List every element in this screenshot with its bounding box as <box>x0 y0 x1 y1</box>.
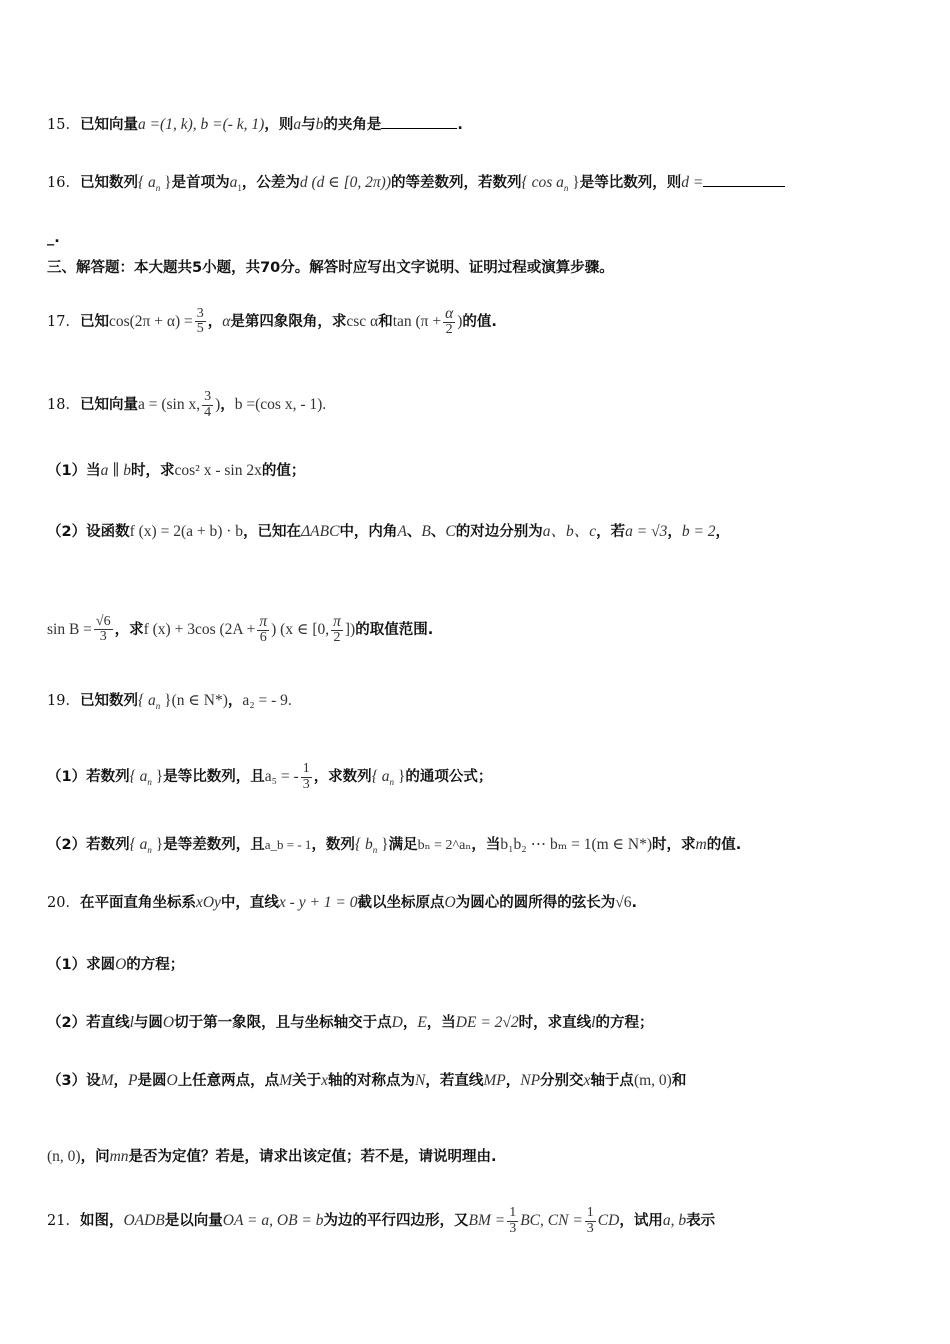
q18-sin-num: √6 <box>95 613 111 629</box>
q16-text: 的等差数列，若数列 <box>391 175 522 191</box>
q20-number: 20． <box>47 895 80 911</box>
q18-p1-expr2: cos² x - sin 2x <box>174 462 262 479</box>
q17-alpha: α <box>222 312 231 330</box>
question-19-part-1: （1）若数列{ $a_n$ }是等比数列，且a₅ = - $\frac{1}{3}$ ，求数列{ $a_n$ }的通项公式； <box>47 761 493 792</box>
q20-text: 与圆 <box>133 1015 163 1031</box>
q16-text: 是等比数列，则 <box>579 175 682 191</box>
q20-line-l: l <box>129 1014 134 1031</box>
q19-text: 已知数列 <box>79 693 138 709</box>
q21-cn-fraction <box>585 1206 596 1236</box>
q18-a-value: a = √3 <box>625 523 668 540</box>
q20-text: 分别交 <box>540 1073 584 1089</box>
q19-text: 满足 <box>388 837 418 853</box>
q20-line: x - y + 1 = 0 <box>278 894 358 911</box>
q19-text: 是等差数列，且 <box>163 837 265 853</box>
q21-text: 如图， <box>79 1213 124 1230</box>
q19-cond: (n ∈ N*) <box>171 692 228 709</box>
q20-text: ， <box>505 1073 521 1089</box>
q21-text: 为边的平行四边形，又 <box>323 1213 469 1230</box>
question-16: 16．已知数列{ $a_n$ }是首项为$a_1$，公差为d (d ∈ [0, 2π))的等差数列，若数列{ $\cos a_n$ }是等比数列，则d = <box>47 172 785 199</box>
q16-number: 16． <box>47 175 80 191</box>
q18-frac-den: 4 <box>204 404 212 420</box>
q20-text: 切于第一象限，且与坐标轴交于点 <box>174 1015 392 1031</box>
q18-text: 的取值范围. <box>355 621 434 638</box>
q17-number: 17． <box>47 313 80 330</box>
q18-angle-B: B <box>421 523 431 540</box>
q17-tan-den: 2 <box>445 322 453 338</box>
q18-p2-triangle: ΔABC <box>301 523 340 540</box>
q18-pi-den: 6 <box>259 630 267 646</box>
q18-sides: a、b、c <box>542 523 597 540</box>
q19-text: 的通项公式； <box>405 769 493 786</box>
question-18-part-2-cont <box>47 614 433 646</box>
q18-pi-num: π <box>259 613 268 630</box>
q16-answer-blank[interactable] <box>703 172 785 187</box>
q20-point-D: D <box>391 1014 403 1031</box>
q19-text: ，求数列 <box>313 769 372 786</box>
q20-text: 和 <box>671 1073 687 1089</box>
q19-number: 19． <box>47 693 80 709</box>
q19-text: 时，求 <box>652 837 696 853</box>
q16-sub: n <box>563 182 569 193</box>
q18-text: 的值； <box>261 463 306 479</box>
q17-csc: csc α <box>346 312 379 330</box>
q18-sinB: sin B = <box>47 620 92 638</box>
q18-p2-expr-end: ]) <box>344 620 356 638</box>
q20-text: 的方程； <box>595 1015 654 1031</box>
q17-text: ， <box>207 313 223 330</box>
q18-text: 中，内角 <box>339 524 398 540</box>
q20-x: x <box>583 1072 591 1089</box>
q19-text: ，当 <box>471 837 501 853</box>
q20-text: 上任意两点，点 <box>177 1073 280 1089</box>
q20-DE: DE = 2√2 <box>455 1014 519 1031</box>
q19-sub: n <box>147 777 152 788</box>
q21-text: 是以向量 <box>164 1213 223 1230</box>
q19-frac-den: 3 <box>302 776 310 792</box>
q19-sequence: { a <box>371 768 390 786</box>
q20-point-M: M <box>100 1072 114 1089</box>
q18-text: ，已知在 <box>243 524 302 540</box>
q18-sin-den: 3 <box>99 629 107 645</box>
q16-text: 已知数列 <box>79 175 138 191</box>
question-18-part-1 <box>47 460 305 482</box>
q15-var-b: b <box>315 116 324 133</box>
question-20 <box>47 892 637 914</box>
q16-cont: _. <box>47 230 60 246</box>
q18-b-value: b = 2 <box>681 523 716 540</box>
question-17 <box>47 306 497 338</box>
q20-text: 是圆 <box>137 1073 167 1089</box>
q21-oadb: OADB <box>123 1212 165 1230</box>
q16-cos-sequence: { cos a <box>521 174 564 191</box>
q20-origin: O <box>166 1072 178 1089</box>
q19-text: 是等比数列，且 <box>163 769 265 786</box>
q17-text: 的值. <box>462 313 497 330</box>
q20-p3-label: （3）设 <box>47 1073 101 1089</box>
q16-a1: a <box>229 174 238 191</box>
q20-text: 时，求直线 <box>518 1015 592 1031</box>
q20-n0: (n, 0) <box>47 1148 81 1165</box>
q21-cn-num: 1 <box>586 1205 594 1220</box>
q19-text: ，数列 <box>311 837 355 853</box>
q17-text: 和 <box>378 313 393 330</box>
q15-answer-blank[interactable] <box>381 114 457 129</box>
q20-xoy: xOy <box>195 894 221 911</box>
q17-fraction <box>195 307 206 337</box>
q15-number: 15． <box>47 117 80 133</box>
q17-tan-num: α <box>445 305 454 322</box>
q20-MP: MP <box>483 1072 506 1089</box>
q21-bm-mid: BC, CN = <box>520 1212 583 1230</box>
q18-a-end: ) <box>215 396 221 414</box>
q19-b-sequence: { b <box>354 836 373 853</box>
q18-p2-expr-mid: ) (x ∈ [0, <box>271 620 330 638</box>
q18-p1-label: （1）当 <box>47 463 101 479</box>
question-21 <box>47 1206 715 1236</box>
q18-pi6-fraction <box>257 614 269 646</box>
q19-ab: a_b = - 1 <box>264 837 312 852</box>
q18-text: ，求 <box>114 621 144 638</box>
q17-frac-den: 5 <box>196 321 204 337</box>
q21-bm-num: 1 <box>509 1205 517 1220</box>
q15-text: 与 <box>301 117 316 133</box>
q16-sub: n <box>155 182 161 193</box>
q20-text: 的方程； <box>126 957 185 973</box>
q20-text: 截以坐标原点 <box>357 895 445 911</box>
q18-angle-C: C <box>445 523 456 540</box>
q20-text: 在平面直角坐标系 <box>79 895 196 911</box>
q20-p1-label: （1）求圆 <box>47 957 116 973</box>
q16-d-expr: d (d ∈ [0, 2π)) <box>299 174 391 191</box>
q19-p2-label: （2）若数列 <box>47 837 130 853</box>
q18-text: 时，求 <box>131 463 175 479</box>
q20-x: x <box>321 1072 328 1089</box>
q19-frac-num: 1 <box>302 761 310 776</box>
q18-vector-a: a = (sin x, <box>137 396 201 414</box>
q19-p1-label: （1）若数列 <box>47 769 130 786</box>
q17-frac-num: 3 <box>196 305 204 321</box>
q19-sub: n <box>389 777 395 788</box>
question-20-part-3 <box>47 1070 686 1092</box>
q17-tan-end: ) <box>457 312 463 330</box>
q20-line-l: l <box>591 1014 596 1031</box>
q20-text: 是否为定值？若是，请求出该定值；若不是，请说明理由. <box>128 1149 497 1165</box>
q19-sub: n <box>372 844 378 855</box>
q21-number: 21． <box>47 1213 80 1230</box>
q21-cn-end: CD <box>597 1212 620 1230</box>
q20-text: 中，直线 <box>220 895 279 911</box>
q18-text: ， <box>715 524 731 540</box>
q16-d-eq: d = <box>681 174 704 191</box>
q20-origin: O <box>162 1014 175 1031</box>
q17-text: 已知 <box>79 313 109 330</box>
q19-text: 的值. <box>706 837 742 853</box>
q18-fraction <box>202 390 213 420</box>
q18-text: ，若 <box>596 524 626 540</box>
q19-sequence: { a <box>137 692 156 709</box>
q20-point-M: M <box>279 1072 293 1089</box>
q20-chord: √6 <box>615 894 632 911</box>
q20-NP: NP <box>520 1072 541 1089</box>
q18-text: 的对边分别为 <box>455 524 543 540</box>
q19-text: ， <box>227 693 243 709</box>
q20-text: ，问 <box>80 1149 110 1165</box>
q20-mn: mn <box>109 1148 129 1165</box>
q18-vector-b: b =(cos x, - 1). <box>234 396 327 414</box>
q20-origin: O <box>115 956 127 973</box>
q18-sin-fraction <box>94 615 113 645</box>
section-3-text: 三、解答题：本大题共5小题，共70分。解答时应写出文字说明、证明过程或演算步骤。 <box>47 260 614 276</box>
question-20-part-2 <box>47 1012 653 1034</box>
question-18 <box>47 390 326 420</box>
q18-number: 18． <box>47 397 80 414</box>
q19-product: b₁b₂ ⋯ bₘ = 1(m ∈ N*) <box>500 836 652 853</box>
q19-a2: a₂ = - 9. <box>242 692 292 709</box>
section-3-heading <box>47 257 614 279</box>
q18-pi2-den: 2 <box>333 630 341 646</box>
question-20-part-1 <box>47 954 184 976</box>
q19-fraction <box>301 762 312 792</box>
q17-cos-expr: cos(2π + α) = <box>108 312 193 330</box>
question-20-part-3-cont <box>47 1146 497 1168</box>
q18-sep: 、 <box>430 524 446 540</box>
q18-p2-function: f (x) = 2(a + b) · b <box>129 523 244 540</box>
q20-point-E: E <box>417 1014 427 1031</box>
q17-tan-fraction <box>443 306 455 338</box>
q20-text: 关于 <box>292 1073 322 1089</box>
q20-point-N: N <box>415 1072 426 1089</box>
q20-m0: (m, 0) <box>633 1072 672 1089</box>
q18-frac-num: 3 <box>204 389 212 404</box>
q19-sub: n <box>155 700 161 711</box>
q16-text: ，公差为 <box>241 175 300 191</box>
q21-bm-fraction <box>507 1206 518 1236</box>
q16-sequence: { a <box>137 174 156 191</box>
q15-text: 已知向量 <box>79 117 138 133</box>
q19-m: m <box>695 836 707 853</box>
q18-angle-A: A <box>397 523 407 540</box>
question-16-cont <box>47 227 60 249</box>
q20-sep: ， <box>402 1015 418 1031</box>
q20-text: 轴的对称点为 <box>328 1073 415 1089</box>
q19-bn: bₙ = 2^aₙ <box>417 838 472 853</box>
q21-vectors: OA = a, OB = b <box>222 1212 324 1230</box>
q20-text: 为圆心的圆所得的弦长为 <box>455 895 616 911</box>
q20-text: ，若直线 <box>425 1073 484 1089</box>
q18-p2-expr: f (x) + 3cos (2A + <box>143 620 256 638</box>
q18-sep: 、 <box>406 524 422 540</box>
q21-text: 表示 <box>686 1213 716 1230</box>
q18-pi2-num: π <box>333 613 341 630</box>
q15-text: 的夹角是 <box>323 117 382 133</box>
q21-bm-den: 3 <box>509 1220 517 1236</box>
q20-origin: O <box>444 894 456 911</box>
q15-text: ，则 <box>264 117 294 133</box>
q18-text: ， <box>667 524 682 540</box>
q20-text: ， <box>113 1073 129 1089</box>
q20-text: . <box>631 895 637 911</box>
q17-tan: tan (π + <box>392 312 442 330</box>
q15-text: . <box>457 117 463 133</box>
question-19: 19．已知数列{ $a_n$ }(n ∈ N*)，a₂ = - 9. <box>47 692 292 711</box>
q20-p2-label: （2）若直线 <box>47 1015 130 1031</box>
q21-bm: BM = <box>468 1212 506 1230</box>
q19-sequence: { a <box>129 836 148 853</box>
question-19-part-2: （2）若数列{ $a_n$ }是等差数列，且a_b = - 1，数列{ $b_n$ }满足bₙ = 2^aₙ，当b₁b₂ ⋯ bₘ = 1(m ∈ N*)时，求m的值. <box>47 836 742 855</box>
q19-sequence: { a <box>129 768 148 786</box>
question-15 <box>47 114 463 136</box>
q21-cn-den: 3 <box>586 1220 594 1236</box>
q18-p1-expr: a ∥ b <box>100 462 132 479</box>
q18-text: 已知向量 <box>79 397 138 414</box>
q15-vector-expr: a =(1, k), b =(- k, 1) <box>137 116 265 133</box>
q21-text: ，试用 <box>619 1213 663 1230</box>
q16-text: 是首项为 <box>171 175 230 191</box>
q21-ab: a, b <box>662 1212 687 1230</box>
q18-pi2-fraction <box>331 614 343 646</box>
q15-var-a: a <box>293 116 302 133</box>
q18-text: ， <box>220 397 235 414</box>
q19-a5: a₅ = - <box>264 768 299 786</box>
q17-text: 是第四象限角，求 <box>230 313 347 330</box>
q18-p2-label: （2）设函数 <box>47 524 130 540</box>
question-18-part-2 <box>47 521 730 543</box>
q20-text: ，当 <box>426 1015 456 1031</box>
q20-text: 轴于点 <box>590 1073 634 1089</box>
q19-sub: n <box>147 844 152 855</box>
q20-point-P: P <box>128 1072 138 1089</box>
